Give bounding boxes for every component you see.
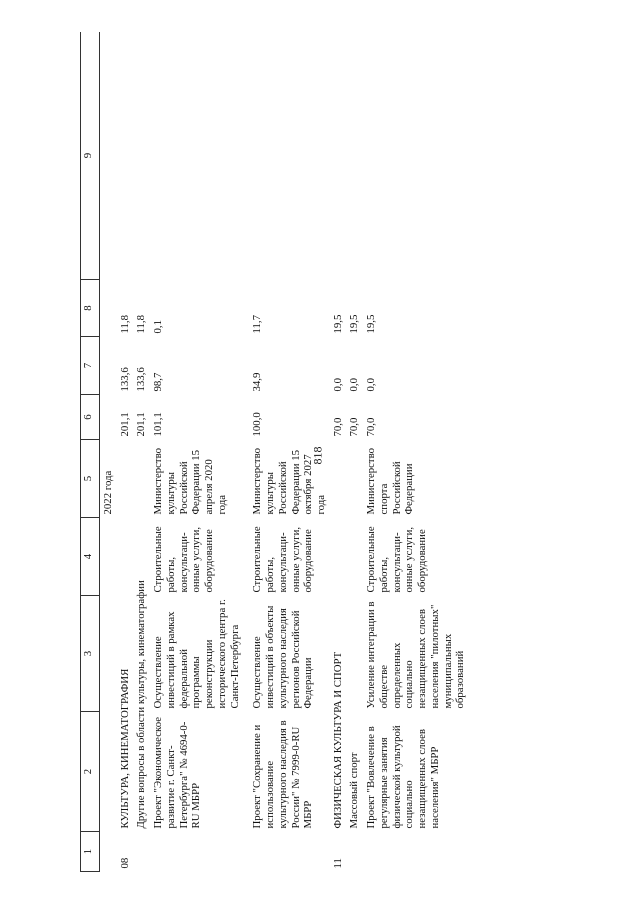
- value-col-7: 0,0: [348, 378, 361, 392]
- value-col-6: 100,0: [251, 412, 264, 437]
- header-col-1: 1: [81, 832, 100, 872]
- value-col-8: 19,5: [348, 314, 361, 334]
- value-col-7: 0,0: [365, 378, 378, 392]
- table-row: [150, 32, 243, 872]
- table-row: [363, 32, 469, 872]
- value-col-8: 11,8: [135, 315, 148, 334]
- value-col-7: 34,9: [251, 372, 264, 392]
- table-row: [346, 32, 363, 872]
- header-col-5: 5: [81, 440, 100, 518]
- value-col-7: 98,7: [152, 372, 165, 392]
- project-name: Проект "Вовлечение в регулярные занятия физической культурой социально незащищенных слоев населения" МБРР: [365, 725, 441, 829]
- value-col-8: 11,8: [118, 315, 131, 334]
- project-name: Проект "Сохранение и использование культурного наследия в России" № 7999-0-RU МБРР: [251, 720, 315, 829]
- value-col-6: 70,0: [365, 417, 378, 437]
- rotated-table-frame: [80, 32, 640, 872]
- project-usage: Строительные работы, консультаци-онные услуги, оборудование: [152, 526, 216, 593]
- value-col-8: 19,5: [331, 314, 344, 334]
- value-col-6: 201,1: [118, 412, 131, 437]
- project-agency: Министерство культуры Российской Федерации 15 апреля 2020 года: [152, 447, 228, 515]
- value-col-7: 133,6: [118, 367, 131, 392]
- header-col-2: 2: [81, 712, 100, 832]
- header-col-3: 3: [81, 596, 100, 712]
- value-col-8: 0,1: [152, 320, 165, 334]
- subsection-title: Массовый спорт: [348, 752, 361, 829]
- section-code: 08: [118, 857, 131, 869]
- value-col-6: 101,1: [152, 412, 165, 437]
- project-purpose: Осуществление инвестиций в объекты культурного наследия регионов Российской Федерации: [251, 605, 315, 709]
- project-agency: Министерство спорта Российской Федерации: [365, 447, 416, 515]
- header-col-6: 6: [81, 395, 100, 440]
- section-title: КУЛЬТУРА, КИНЕМАТОГРАФИЯ: [118, 668, 131, 829]
- project-name: Проект "Экономическое развитие г. Санкт-Петербурга" № 4694-0-RU МБРР: [152, 716, 203, 829]
- table-row: [249, 32, 329, 872]
- budget-table: [80, 32, 469, 872]
- value-col-6: 70,0: [331, 417, 344, 437]
- header-col-4: 4: [81, 518, 100, 596]
- section-title: ФИЗИЧЕСКАЯ КУЛЬТУРА И СПОРТ: [331, 651, 344, 829]
- table-row: [117, 32, 134, 872]
- value-col-7: 0,0: [331, 378, 344, 392]
- value-col-6: 70,0: [348, 417, 361, 437]
- table-row: [133, 32, 150, 872]
- section-code: 11: [331, 858, 344, 869]
- table-container: [80, 32, 640, 872]
- table-row: [330, 32, 347, 872]
- subsection-title: Другие вопросы в области культуры, кинематографии: [135, 580, 148, 829]
- column-number-header: [81, 32, 100, 872]
- year-label-row: [100, 32, 117, 872]
- project-usage: Строительные работы, консультаци-онные услуги, оборудование: [365, 526, 429, 593]
- header-col-7: 7: [81, 337, 100, 395]
- project-agency: Министерство культуры Российской Федерации 15 октября 2027 года: [251, 447, 328, 515]
- value-col-6: 201,1: [135, 412, 148, 437]
- project-purpose: Осуществление инвестиций в рамках федеральной программы реконструкции исторического центра г. Санкт-Петербурга: [152, 599, 241, 709]
- value-col-8: 19,5: [365, 314, 378, 334]
- value-col-7: 133,6: [135, 367, 148, 392]
- page-number: 818: [310, 446, 325, 465]
- project-usage: Строительные работы, консультаци-онные услуги, оборудование: [251, 526, 315, 593]
- value-col-8: 11,7: [251, 315, 264, 334]
- header-col-8: 8: [81, 280, 100, 337]
- year-label: 2022 года: [102, 470, 114, 515]
- header-col-9: 9: [81, 32, 100, 280]
- project-purpose: Усиление интеграции в обществе определенных социально незащищенных слоев населения "пилотных" муниципальных образований: [365, 601, 467, 709]
